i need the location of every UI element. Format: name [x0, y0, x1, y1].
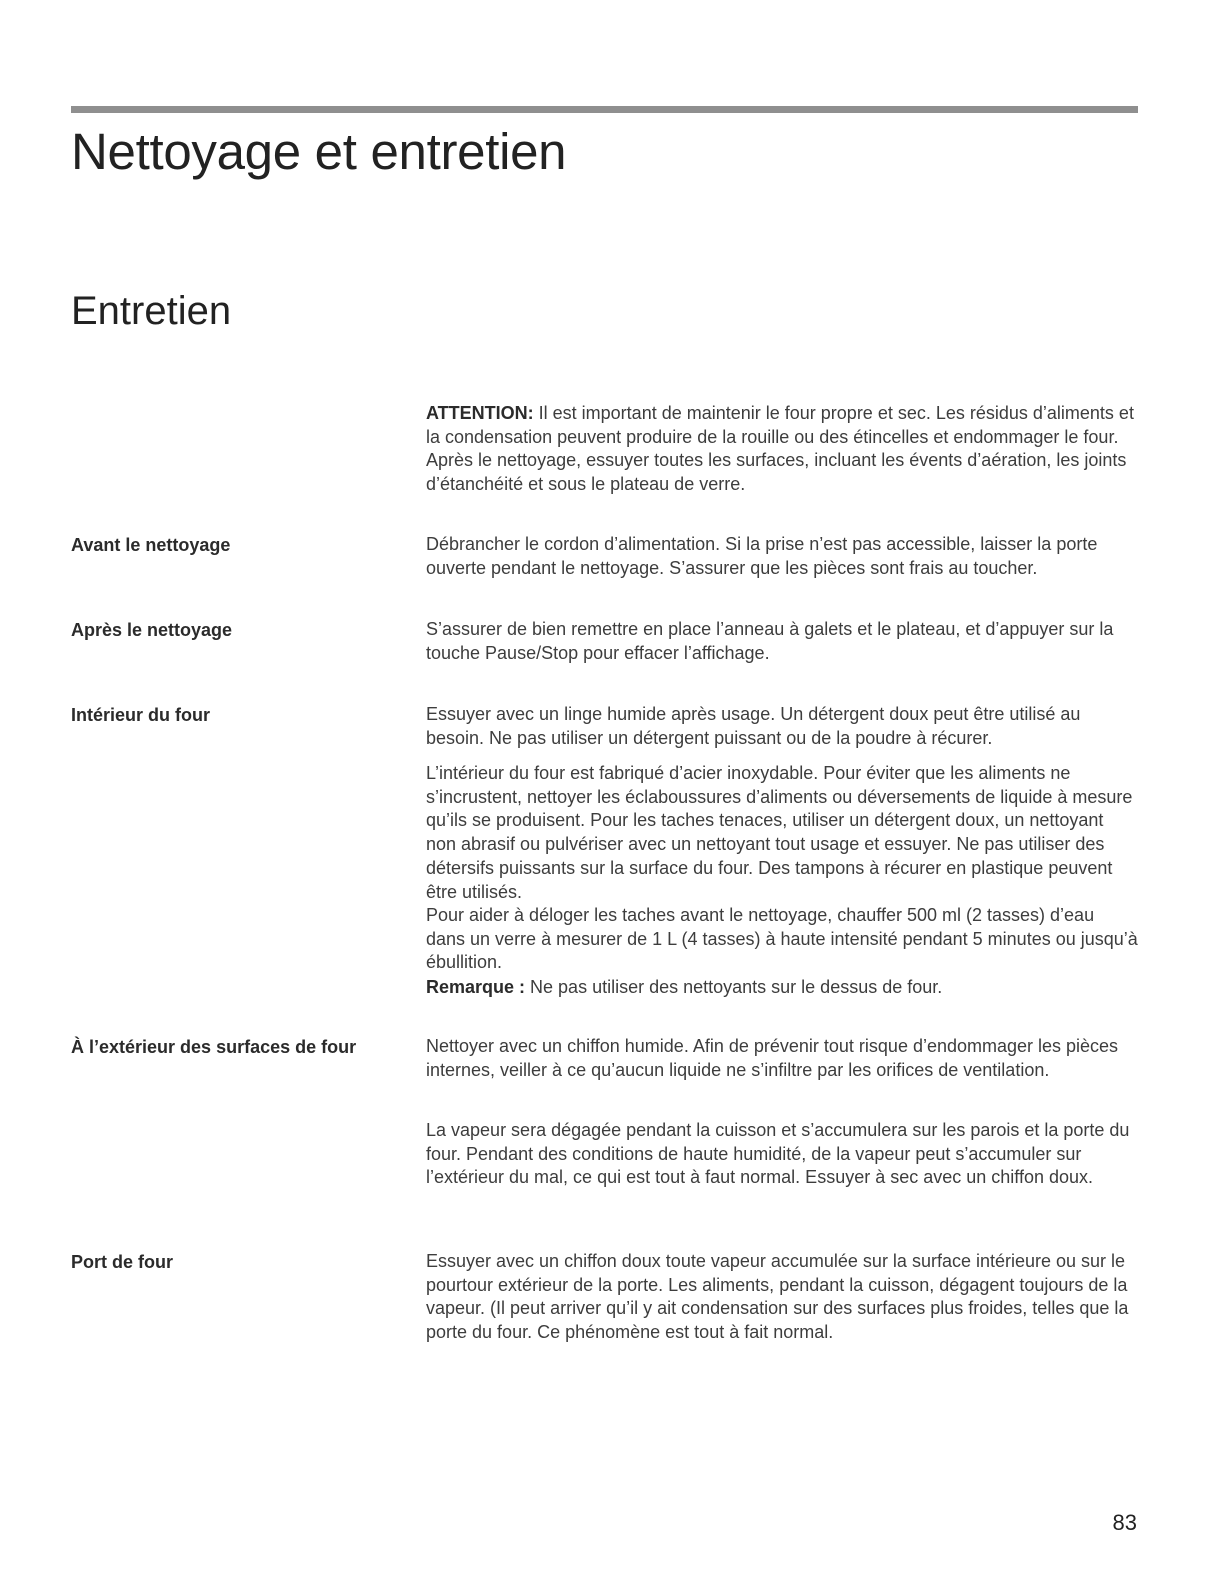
paragraph-interieur-2: L’intérieur du four est fabriqué d’acier inoxydable. Pour éviter que les aliments ne s’incrustent, nettoyer les éclaboussures d’aliments ou déversements de liquide à mesure qu’ils se produisent. Pour les taches tenaces, utiliser un détergent doux, un nettoyant non abrasif ou pulvériser avec un nettoyant tout usage et essuyer. Ne pas utiliser des détersifs puissants sur la surface du four. Des tampons à récurer en plastique peuvent être utilisés.	[426, 763, 1133, 902]
label-porte-four: Port de four	[71, 1252, 173, 1272]
page-number: 83	[1112, 1510, 1137, 1535]
paragraph-interieur-3: Pour aider à déloger les taches avant le nettoyage, chauffer 500 ml (2 tasses) d’eau dans un verre à mesurer de 1 L (4 tasses) à haute intensité pendant 5 minutes ou jusqu’à ébullition.	[426, 905, 1138, 973]
attention-label: ATTENTION:	[426, 403, 534, 423]
attention-text: Il est important de maintenir le four propre et sec. Les résidus d’aliments et la condensation peuvent produire de la rouille ou des étincelles et endommager le four. Après le nettoyage, essuyer toutes les surfaces, incluant les évents d’aération, les joints d’étanchéité et sous le plateau de verre.	[426, 403, 1134, 495]
paragraph-interieur-1: Essuyer avec un linge humide après usage. Un détergent doux peut être utilisé au besoin. Ne pas utiliser un détergent puissant ou de la poudre à récurer.	[426, 704, 1081, 748]
label-avant-nettoyage: Avant le nettoyage	[71, 535, 231, 555]
note-text: Ne pas utiliser des nettoyants sur le dessus de four.	[525, 977, 943, 997]
header-rule	[71, 106, 1138, 113]
attention-paragraph	[426, 402, 1138, 497]
label-interieur-four: Intérieur du four	[71, 705, 210, 725]
paragraph-exterieur-1: Nettoyer avec un chiffon humide. Afin de prévenir tout risque d’endommager les pièces internes, veiller à ce qu’aucun liquide ne s’infiltre par les orifices de ventilation.	[426, 1036, 1119, 1080]
section-title: Entretien	[71, 289, 232, 333]
page-title: Nettoyage et entretien	[71, 123, 567, 180]
note-paragraph	[426, 976, 1138, 1000]
label-exterieur-four: À l’extérieur des surfaces de four	[71, 1037, 357, 1057]
paragraph-porte-four: Essuyer avec un chiffon doux toute vapeur accumulée sur la surface intérieure ou sur le pourtour extérieur de la porte. Les aliments, pendant la cuisson, dégagent toujours de la vapeur. (Il peut arriver qu’il y ait condensation sur des surfaces plus froides, telles que la porte du four. Ce phénomène est tout à fait normal.	[426, 1251, 1129, 1343]
paragraph-avant-nettoyage: Débrancher le cordon d’alimentation. Si la prise n’est pas accessible, laisser la porte ouverte pendant le nettoyage. S’assurer que les pièces sont frais au toucher.	[426, 534, 1098, 578]
label-apres-nettoyage: Après le nettoyage	[71, 620, 233, 640]
paragraph-exterieur-2: La vapeur sera dégagée pendant la cuisson et s’accumulera sur les parois et la porte du four. Pendant des conditions de haute humidité, de la vapeur peut s’accumuler sur l’extérieur du mal, ce qui est tout à faut normal. Essuyer à sec avec un chiffon doux.	[426, 1120, 1130, 1188]
note-label: Remarque :	[426, 977, 526, 997]
paragraph-apres-nettoyage: S’assurer de bien remettre en place l’anneau à galets et le plateau, et d’appuyer sur la touche Pause/Stop pour effacer l’affichage.	[426, 619, 1114, 663]
